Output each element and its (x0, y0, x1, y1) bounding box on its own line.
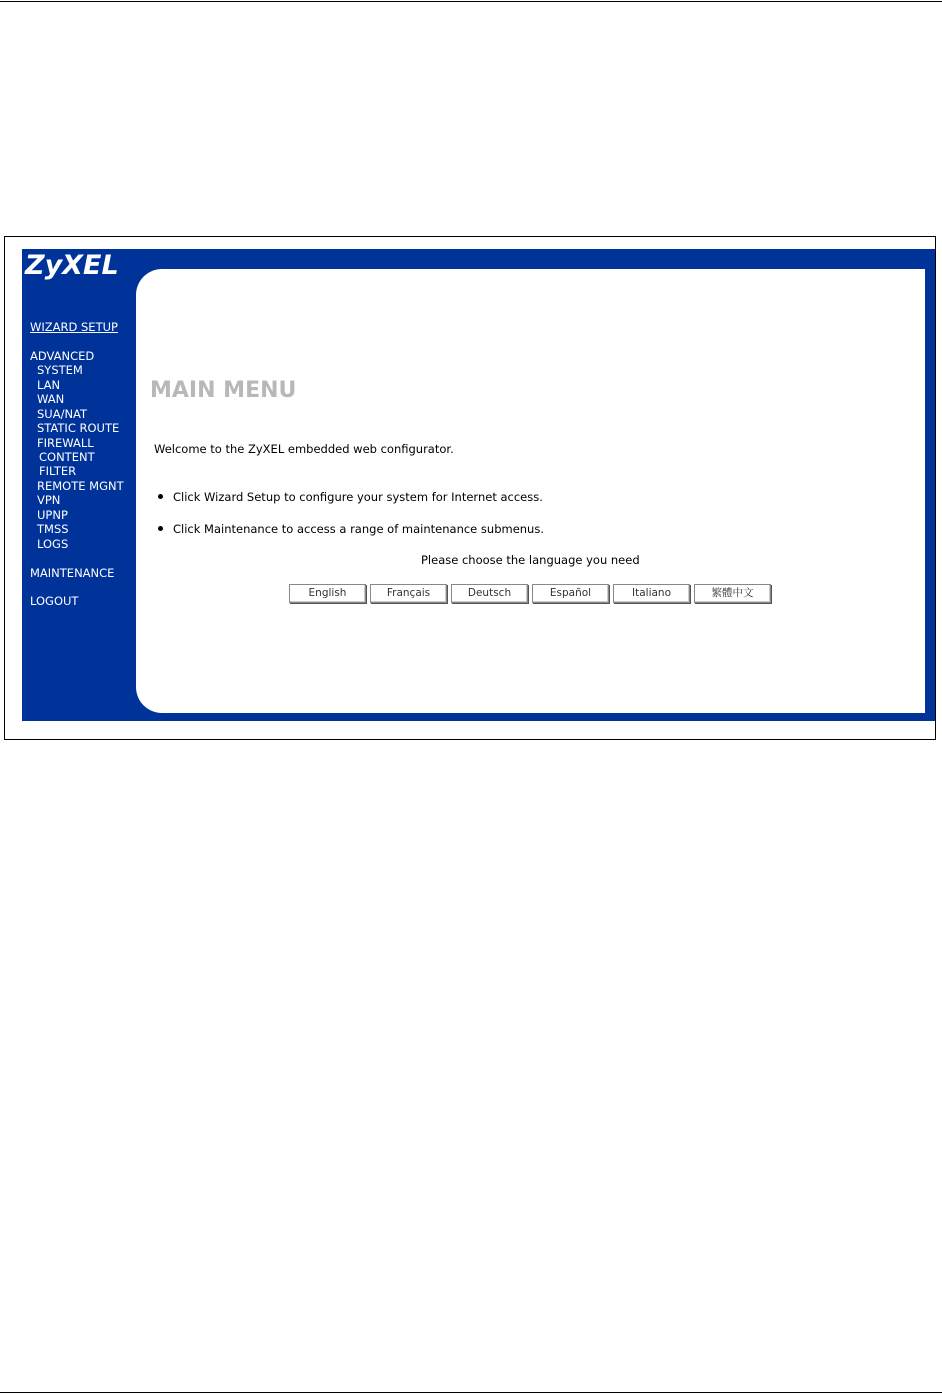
nav-item-firewall[interactable]: FIREWALL (37, 436, 94, 450)
main-panel (136, 269, 925, 713)
screenshot-frame (4, 236, 936, 740)
nav-item-wan[interactable]: WAN (37, 392, 65, 406)
nav-item-static-route[interactable]: STATIC ROUTE (37, 421, 120, 435)
footer-rule (0, 1392, 942, 1393)
nav-item-filter[interactable]: FILTER (39, 464, 77, 478)
bullet-icon (158, 494, 163, 499)
language-button-italian[interactable]: Italiano (613, 584, 690, 603)
nav-item-tmss[interactable]: TMSS (37, 522, 69, 536)
page-title: MAIN MENU (150, 378, 297, 403)
nav-item-lan[interactable]: LAN (37, 378, 61, 392)
list-item (158, 490, 543, 504)
bullet-text: Click Wizard Setup to configure your system for Internet access. (173, 490, 543, 504)
zyxel-logo: ZyXEL (25, 250, 119, 281)
nav-item-upnp[interactable]: UPNP (37, 508, 68, 522)
list-item (158, 522, 544, 536)
nav-item-logs[interactable]: LOGS (37, 537, 69, 551)
nav-item-content[interactable]: CONTENT (39, 450, 95, 464)
language-button-chinese[interactable]: 繁體中文 (694, 584, 771, 603)
nav-wizard-setup[interactable]: WIZARD SETUP (30, 320, 118, 334)
language-button-spanish[interactable]: Español (532, 584, 609, 603)
bullet-text: Click Maintenance to access a range of maintenance submenus. (173, 522, 544, 536)
nav-maintenance[interactable]: MAINTENANCE (30, 566, 115, 580)
header-rule (0, 1, 942, 2)
language-button-english[interactable]: English (289, 584, 366, 603)
bullet-icon (158, 526, 163, 531)
nav-item-vpn[interactable]: VPN (37, 493, 61, 507)
language-button-german[interactable]: Deutsch (451, 584, 528, 603)
welcome-text: Welcome to the ZyXEL embedded web configurator. (154, 442, 454, 456)
nav-advanced: ADVANCED (30, 349, 95, 363)
language-prompt: Please choose the language you need (421, 553, 640, 567)
nav-item-sua-nat[interactable]: SUA/NAT (37, 407, 88, 421)
nav-item-system[interactable]: SYSTEM (37, 363, 83, 377)
language-button-french[interactable]: Français (370, 584, 447, 603)
nav-logout[interactable]: LOGOUT (30, 594, 79, 608)
web-configurator (22, 249, 935, 721)
nav-item-remote-mgnt[interactable]: REMOTE MGNT (37, 479, 124, 493)
